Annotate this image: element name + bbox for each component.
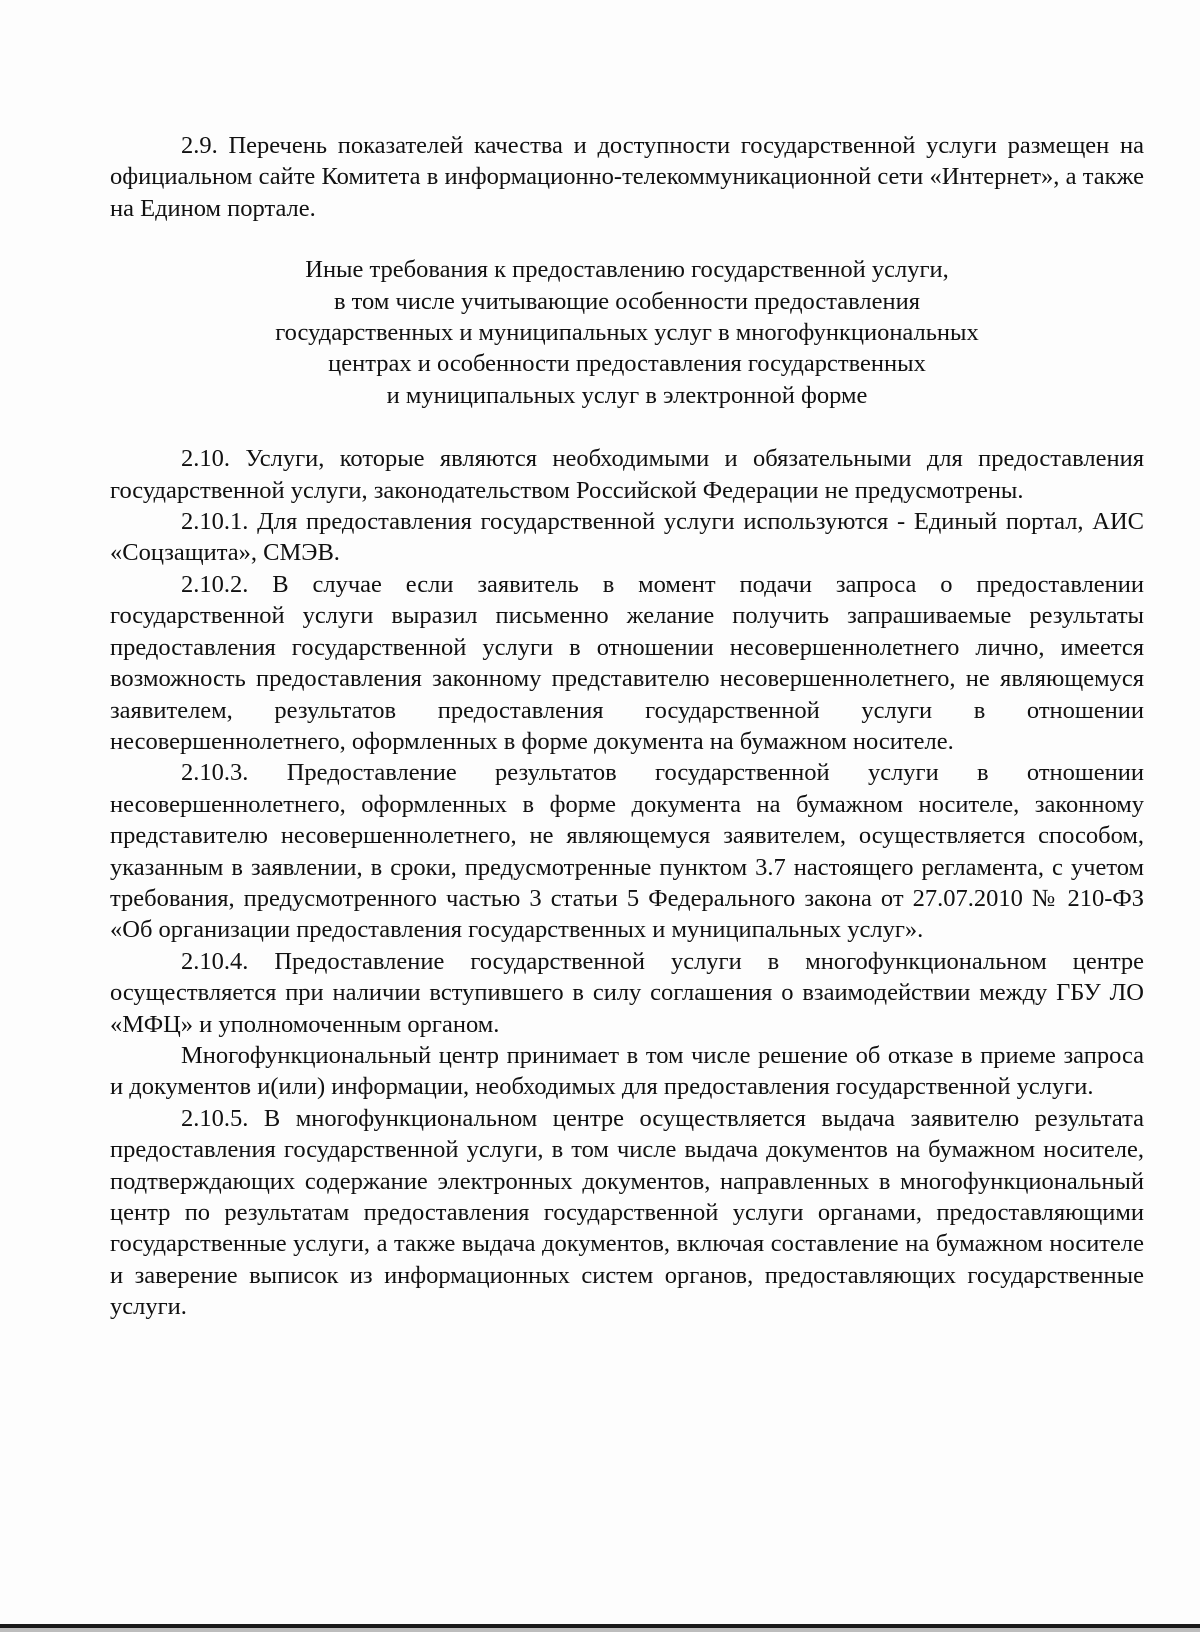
document-body — [110, 130, 1144, 1323]
paragraph-2-10-5: 2.10.5. В многофункциональном центре осуществляется выдача заявителю результата предоставления государственной услуги, в том числе выдача документов на бумажном носителе, подтверждающих содержание электронных документов, направленных в многофункциональный центр по результатам предоставления государственной услуги органами, предоставляющими государственные услуги, а также выдача документов, включая составление на бумажном носителе и заверение выписок из информационных систем органов, предоставляющих государственные услуги. — [110, 1104, 1144, 1321]
heading-line: и муниципальных услуг в электронной форме — [386, 381, 868, 409]
heading-line: центрах и особенности предоставления государственных — [328, 350, 926, 378]
heading-line: в том числе учитывающие особенности предоставления — [333, 287, 920, 315]
paragraph-2-10: 2.10. Услуги, которые являются необходимыми и обязательными для предоставления государственной услуги, законодательством Российской Федерации не предусмотрены. — [110, 445, 1144, 504]
heading-line: государственных и муниципальных услуг в многофункциональных — [275, 319, 979, 347]
paragraph-2-10-2: 2.10.2. В случае если заявитель в момент подачи запроса о предоставлении государственной услуги выразил письменно желание получить запрашиваемые результаты предоставления государственной услуги в отношении несовершеннолетнего лично, имеется возможность предоставления законному представителю несовершеннолетнего, не являющемуся заявителем, результатов предоставления государственной услуги в отношении несовершеннолетнего, оформленных в форме документа на бумажном носителе. — [110, 570, 1144, 755]
paragraph-2-10-3: 2.10.3. Предоставление результатов государственной услуги в отношении несовершеннолетнего, оформленных в форме документа на бумажном носителе, законному представителю несовершеннолетнего, не являющемуся заявителем, осуществляется способом, указанным в заявлении, в сроки, предусмотренные пунктом 3.7 настоящего регламента, с учетом требования, предусмотренного частью 3 статьи 5 Федерального закона от 27.07.2010 № 210-ФЗ «Об организации предоставления государственных и муниципальных услуг». — [110, 759, 1144, 944]
paragraph-2-10-1: 2.10.1. Для предоставления государственной услуги используются - Единый портал, АИС «Соцзащита», СМЭВ. — [110, 508, 1144, 567]
heading-line: Иные требования к предоставлению государственной услуги, — [305, 256, 949, 284]
section-heading — [110, 254, 1144, 411]
paragraph-mfc-refusal: Многофункциональный центр принимает в том числе решение об отказе в приеме запроса и документов и(или) информации, необходимых для предоставления государственной услуги. — [110, 1041, 1144, 1101]
spacer — [110, 411, 1144, 443]
spacer — [110, 224, 1144, 254]
paragraph-2-10-4: 2.10.4. Предоставление государственной услуги в многофункциональном центре осуществляется при наличии вступившего в силу соглашения о взаимодействии между ГБУ ЛО «МФЦ» и уполномоченным органом. — [110, 947, 1144, 1038]
scan-edge-shadow — [0, 1628, 1200, 1632]
paragraph-2-9: 2.9. Перечень показателей качества и доступности государственной услуги размещен на официальном сайте Комитета в информационно-телекоммуникационной сети «Интернет», а также на Едином портале. — [110, 132, 1144, 222]
